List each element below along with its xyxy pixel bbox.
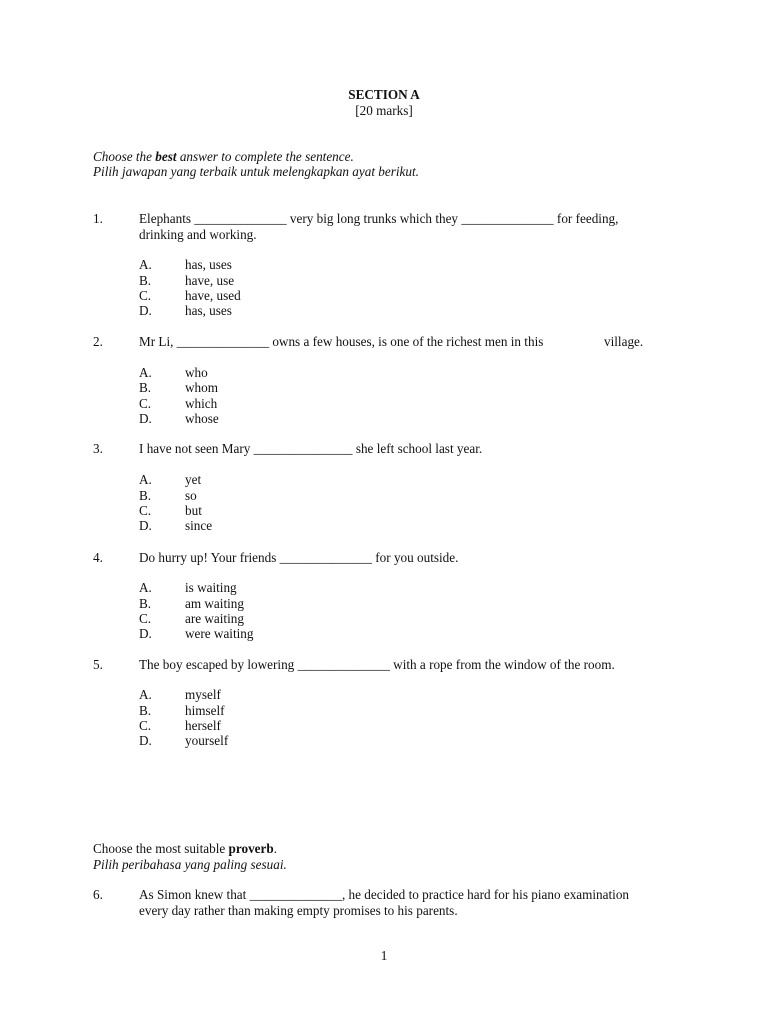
option-text: whose (185, 411, 219, 426)
option-text: but (185, 503, 202, 518)
option-letter: C. (139, 288, 152, 303)
instruction-emphasis: proverb (228, 841, 274, 856)
option-text: are waiting (185, 611, 244, 626)
option-text: am waiting (185, 596, 244, 611)
option-text: which (185, 396, 218, 411)
option-letter: B. (139, 273, 152, 288)
option-letter: B. (139, 596, 152, 611)
option-text: since (185, 518, 213, 533)
option-letter: A. (139, 472, 152, 487)
option-letter: D. (139, 303, 152, 318)
question-number: 2. (93, 334, 103, 349)
instruction-english (93, 149, 354, 164)
option-letter: C. (139, 611, 152, 626)
proverb-instruction-malay: Pilih peribahasa yang paling sesuai. (93, 857, 287, 872)
page-number: 1 (380, 948, 388, 963)
question-number: 3. (93, 441, 103, 456)
instruction-malay: Pilih jawapan yang terbaik untuk melengkapkan ayat berikut. (93, 164, 419, 179)
option-text: has, uses (185, 303, 232, 318)
option-letter: D. (139, 626, 152, 641)
question-stem-line: village. (604, 334, 644, 349)
question-stem-line: The boy escaped by lowering ______________ with a rope from the window of the room. (139, 657, 615, 672)
option-text: who (185, 365, 208, 380)
proverb-instruction-english (93, 841, 277, 856)
option-text: have, used (185, 288, 241, 303)
section-title: SECTION A (348, 87, 420, 102)
option-letter: B. (139, 380, 152, 395)
option-text: yet (185, 472, 202, 487)
option-letter: D. (139, 518, 152, 533)
option-text: has, uses (185, 257, 232, 272)
option-text: so (185, 488, 197, 503)
question-stem-line: every day rather than making empty promises to his parents. (139, 903, 458, 918)
option-text: is waiting (185, 580, 237, 595)
option-letter: A. (139, 687, 152, 702)
option-letter: A. (139, 365, 152, 380)
section-marks: [20 marks] (355, 103, 413, 118)
option-text: whom (185, 380, 218, 395)
question-number: 4. (93, 550, 103, 565)
question-number: 1. (93, 211, 103, 226)
instruction-prefix: Choose the (93, 149, 156, 164)
instruction-suffix: answer to complete the sentence. (176, 149, 354, 164)
option-letter: D. (139, 733, 152, 748)
question-stem-line: Mr Li, ______________ owns a few houses, is one of the richest men in this (139, 334, 544, 349)
question-stem-line: Elephants ______________ very big long trunks which they ______________ for feeding, (139, 211, 619, 226)
question-number: 5. (93, 657, 103, 672)
option-text: yourself (185, 733, 229, 748)
instruction-emphasis: best (155, 149, 177, 164)
option-text: were waiting (185, 626, 254, 641)
instruction-prefix: Choose the most suitable (93, 841, 229, 856)
option-letter: A. (139, 257, 152, 272)
option-letter: C. (139, 503, 152, 518)
question-stem-line: As Simon knew that ______________, he decided to practice hard for his piano examination (139, 887, 630, 902)
option-letter: C. (139, 396, 152, 411)
option-text: have, use (185, 273, 235, 288)
option-text: myself (185, 687, 221, 702)
instruction-suffix: . (273, 841, 278, 856)
option-text: himself (185, 703, 225, 718)
question-stem-line: Do hurry up! Your friends ______________ for you outside. (139, 550, 459, 565)
option-letter: B. (139, 488, 152, 503)
option-text: herself (185, 718, 221, 733)
option-letter: D. (139, 411, 152, 426)
option-letter: B. (139, 703, 152, 718)
option-letter: C. (139, 718, 152, 733)
question-stem-line: I have not seen Mary _______________ she left school last year. (139, 441, 483, 456)
option-letter: A. (139, 580, 152, 595)
question-stem-line: drinking and working. (139, 227, 257, 242)
question-number: 6. (93, 887, 103, 902)
